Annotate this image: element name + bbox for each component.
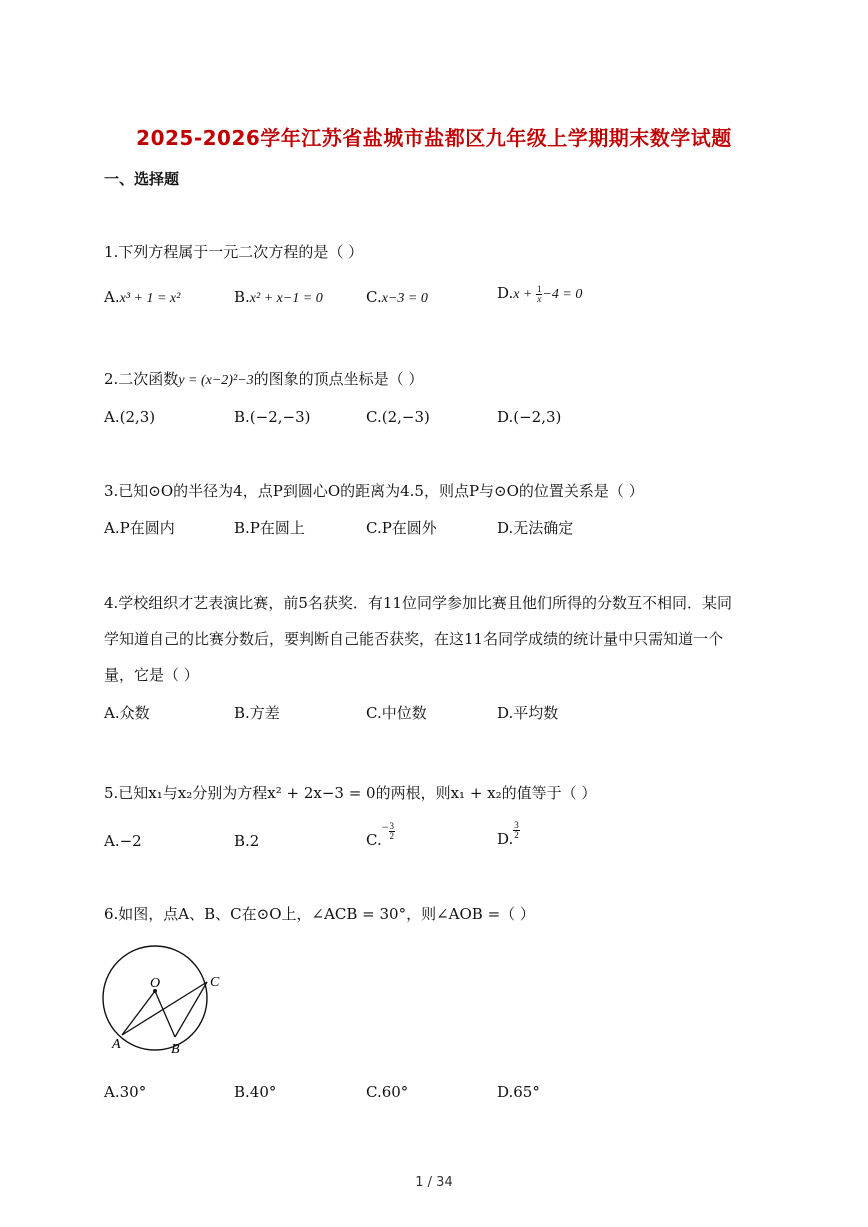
q1-d-denominator: x (537, 293, 542, 304)
label-a: A (112, 1037, 121, 1052)
question-1-stem: 1.下列方程属于一元二次方程的是（ ） (104, 243, 364, 261)
q5-option-b: B.2 (234, 832, 260, 850)
q2-stem-post: 的图象的顶点坐标是（ ） (253, 370, 424, 388)
q4-option-d: D.平均数 (497, 704, 559, 722)
q1-option-d-pre: x + (513, 287, 536, 302)
q1-option-c-math: x−3 = 0 (381, 291, 428, 306)
segment-ob (155, 991, 175, 1037)
q4-option-a: A.众数 (104, 704, 150, 722)
q6-option-d: D.65° (497, 1083, 540, 1101)
q3-option-d: D.无法确定 (497, 519, 574, 537)
label-c: C (210, 975, 220, 990)
section-heading: 一、选择题 (104, 170, 180, 188)
question-2-stem (104, 368, 423, 389)
question-4-line-3: 量，它是（ ） (104, 666, 199, 684)
q4-option-c: C.中位数 (366, 704, 427, 722)
q2-option-c: C.(2,−3) (366, 408, 430, 426)
segment-oa (122, 991, 155, 1035)
question-5-stem: 5.已知x₁与x₂分别为方程x² + 2x−3 = 0的两根，则x₁ + x₂的值等于（ ） (104, 784, 597, 802)
q1-option-b-label: B. (234, 288, 250, 306)
q1-option-d-label: D. (497, 284, 514, 302)
q3-option-c: C.P在圆外 (366, 519, 437, 537)
q1-option-c-label: C. (366, 288, 382, 306)
q6-option-c: C.60° (366, 1083, 409, 1101)
q1-option-d (497, 284, 582, 304)
q1-option-a-math: x³ + 1 = x² (119, 291, 181, 306)
q1-option-d-post: −4 = 0 (542, 287, 583, 302)
segment-ac (122, 982, 207, 1035)
q5-option-a: A.−2 (104, 832, 142, 850)
circle-o (103, 946, 207, 1050)
question-4-line-2: 学知道自己的比赛分数后，要判断自己能否获奖，在这11名同学成绩的统计量中只需知道一个 (104, 630, 724, 648)
q5-option-c-fraction (389, 822, 396, 841)
q5-d-denominator: 2 (514, 829, 519, 840)
q5-option-d-label: D. (497, 830, 514, 848)
q1-option-b-math: x² + x−1 = 0 (249, 291, 323, 306)
q5-option-c: C.− $\frac{3}{2}$ (366, 820, 394, 849)
circle-figure (95, 940, 235, 1065)
segment-bc (175, 982, 207, 1037)
q1-d-numerator: 1 (536, 283, 542, 294)
page-number: 1 / 34 (415, 1175, 453, 1190)
q2-option-d: D.(−2,3) (497, 408, 562, 426)
q2-option-b: B.(−2,−3) (234, 408, 311, 426)
q5-option-c-label: C. (366, 831, 382, 849)
q3-option-b: B.P在圆上 (234, 519, 305, 537)
label-o: O (150, 976, 161, 991)
q4-option-b: B.方差 (234, 704, 280, 722)
q5-d-numerator: 3 (514, 819, 519, 830)
q1-option-b (234, 288, 323, 307)
q2-stem-math: y = (x−2)²−3 (178, 373, 254, 388)
q3-option-a: A.P在圆内 (104, 519, 175, 537)
q5-option-d (497, 820, 520, 848)
q1-option-a-label: A. (104, 288, 120, 306)
q2-option-a: A.(2,3) (104, 408, 156, 426)
label-b: B (171, 1042, 180, 1057)
q5-option-d-fraction (513, 821, 520, 840)
page-title: 2025-2026学年江苏省盐城市盐都区九年级上学期期末数学试题 (136, 126, 732, 150)
q1-option-a (104, 288, 180, 307)
q5-c-denominator: 2 (389, 830, 394, 841)
q5-c-numerator: 3 (389, 820, 394, 831)
q6-option-a: A.30° (104, 1083, 147, 1101)
q6-option-b: B.40° (234, 1083, 277, 1101)
question-6-stem: 6.如图，点A、B、C在⊙O上，∠ACB = 30°，则∠AOB =（ ） (104, 905, 535, 923)
question-3-stem: 3.已知⊙O的半径为4，点P到圆心O的距离为4.5，则点P与⊙O的位置关系是（ ） (104, 482, 644, 500)
q1-option-c (366, 288, 428, 307)
q2-stem-pre: 2.二次函数 (104, 370, 179, 388)
question-4-line-1: 4.学校组织才艺表演比赛，前5名获奖．有11位同学参加比赛且他们所得的分数互不相同．某同 (104, 594, 732, 612)
